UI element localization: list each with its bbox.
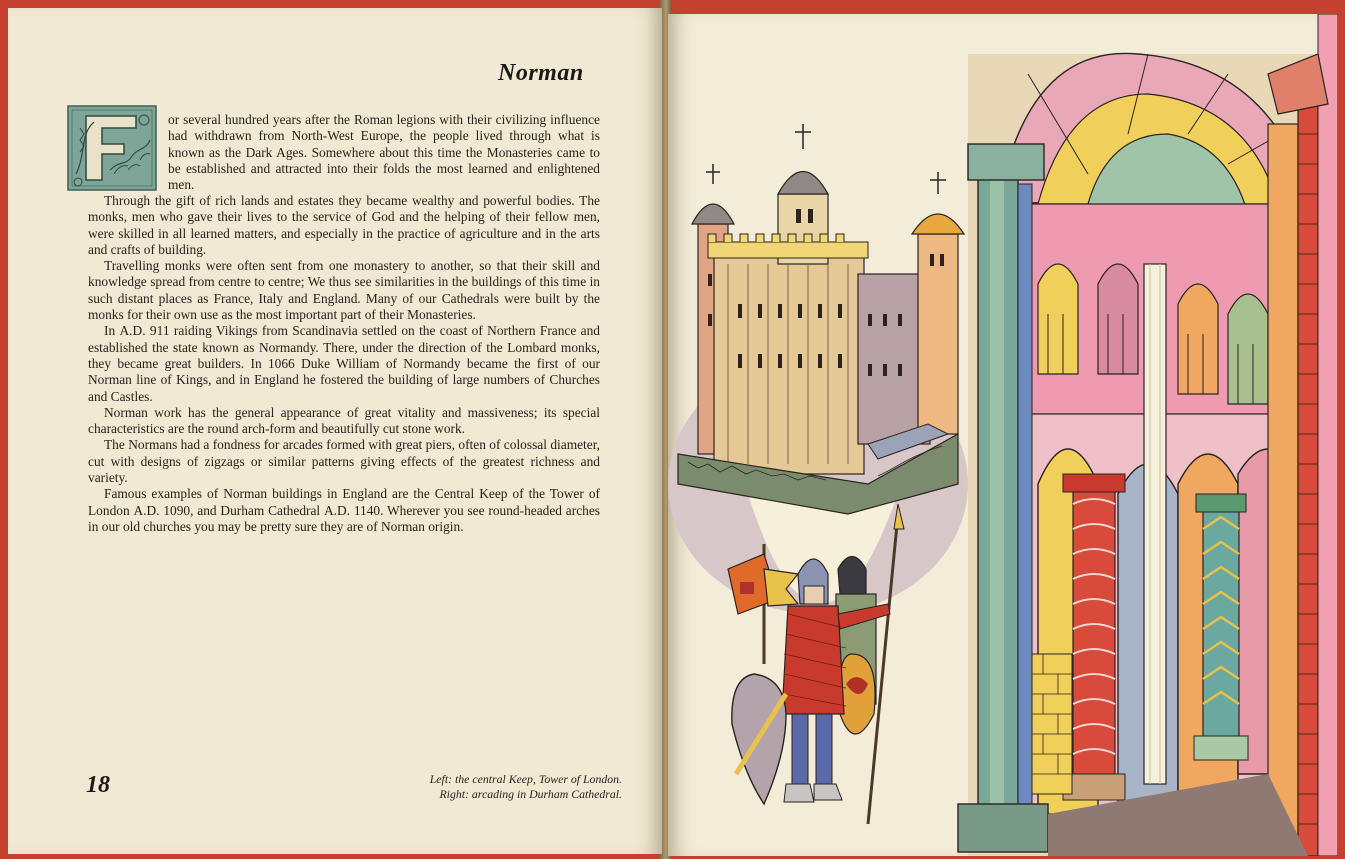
paragraph-1: Through the gift of rich lands and estates they became wealthy and powerful bodies. The monks, men who gave their lives to the service of God and the helping of their fellow men, were skilled in all learned matters, and especially in the practice of agriculture and in the arts and crafts of building. [88,193,600,257]
paragraph-4: Norman work has the general appearance of great vitality and massiveness; its special characteristics are the round arch-form and beautifully cut stone work. [88,404,600,437]
page-number: 18 [86,772,110,798]
norman-illustration [668,14,1338,856]
body-text [88,193,600,535]
first-paragraph [168,112,600,193]
paragraph-3 [88,323,600,404]
paragraph-6-text-a: Famous examples of Norman buildings in England are the Central Keep of the Tower of London [88,486,600,518]
caption-left: Left: the central Keep, Tower of London. [429,772,622,786]
era-abbrev: A.D. [119,323,146,339]
era-abbrev: A.D. [133,502,160,518]
paragraph-5: The Normans had a fondness for arcades formed with great piers, often of colossal diameter, cut with designs of zigzags or similar patterns giving effects of the greatest richness and variety. [88,437,600,486]
paragraph-2: Travelling monks were often sent from one monastery to another, so that their skill and knowledge spread from centre to centre; We thus see similarities in the buildings of this time in such distant places as France, Italy and England. Many of our Cathedrals were built by the monks for their own use as the most important part of their Monasteries. [88,258,600,323]
era-abbrev: A.D. [323,502,350,518]
tower-of-london-keep [678,124,964,514]
right-page [668,14,1338,856]
first-paragraph-text: or several hundred years after the Roman legions with their civilizing influence had withdrawn from North-West Europe, the people lived through what is known as the Dark Ages. Somewhere about this time the Monasteries came to be established and attracted into their folds the most learned and enlightened men. [168,112,600,193]
paragraph-3-lead: In [104,323,116,339]
drop-cap-illuminated-letter [66,104,158,192]
caption-right: Right: arcading in Durham Cathedral. [439,787,622,801]
paragraph-6-text-b: 1090, and Durham Cathedral [163,502,321,518]
paragraph-6 [88,486,600,535]
figure-caption [380,772,622,802]
page-title: Norman [498,60,584,86]
durham-cathedral-arcading [958,14,1338,856]
paragraph-3-text: 911 raiding Vikings from Scandinavia settled on the coast of Northern France and established the state known as Normandy. There, under the direction of the Lombard monks, they became great builders. In 1066 Duke William of Normandy became the first of our Norman line of Kings, and in England he fostered the building of large numbers of Churches and Castles. [88,323,600,404]
paragraph-6-text-c: 1140. Wherever you see round-headed arches in our old churches you may be pretty sure they are of Norman origin. [88,502,600,534]
